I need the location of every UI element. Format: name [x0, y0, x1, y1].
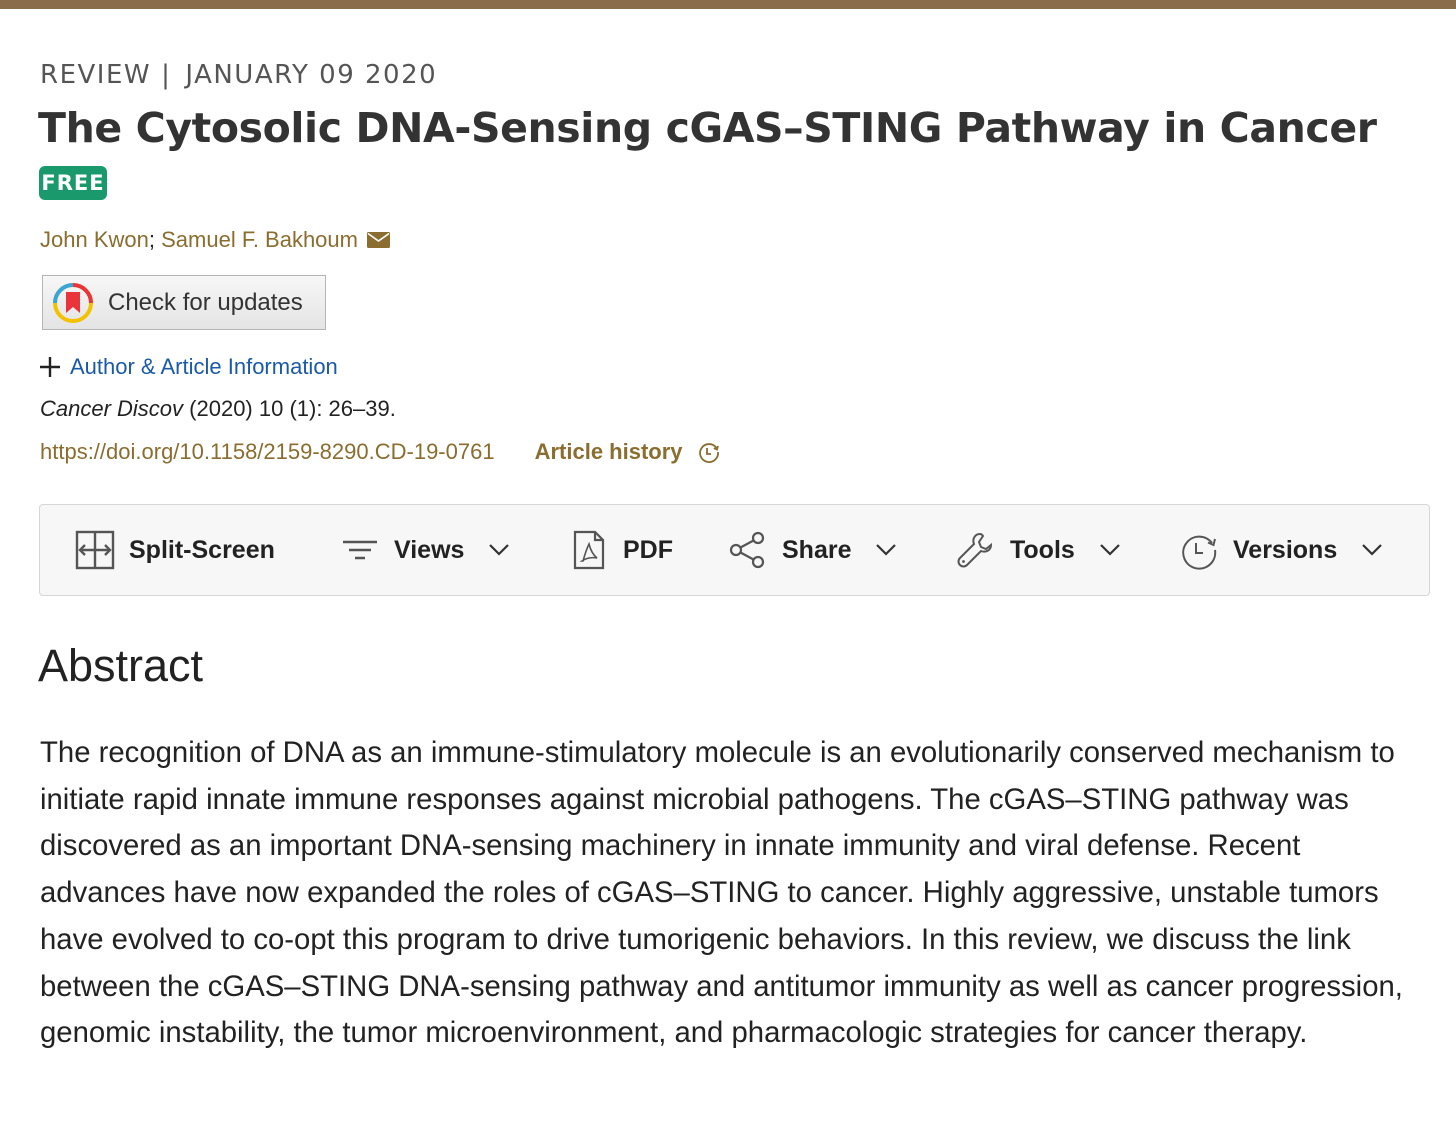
wrench-icon — [956, 530, 996, 570]
journal-name: Cancer Discov — [40, 396, 184, 421]
check-for-updates-label: Check for updates — [108, 288, 303, 316]
author-link[interactable]: John Kwon — [40, 227, 149, 252]
pdf-label: PDF — [623, 535, 673, 564]
author-article-info-toggle[interactable] — [38, 354, 338, 380]
citation-details: (2020) 10 (1): 26–39. — [183, 396, 396, 421]
share-label: Share — [782, 535, 852, 564]
share-icon — [728, 530, 768, 570]
article-meta — [40, 60, 437, 90]
abstract-heading: Abstract — [38, 640, 204, 691]
chevron-down-icon — [488, 543, 510, 557]
crossmark-icon — [53, 283, 93, 323]
split-screen-button[interactable] — [75, 505, 275, 595]
history-clock-icon — [1179, 530, 1219, 570]
article-date: JANUARY 09 2020 — [185, 60, 438, 90]
author-separator: ; — [148, 227, 155, 252]
author-list — [40, 227, 390, 253]
article-toolbar — [39, 504, 1430, 596]
views-label: Views — [394, 535, 465, 564]
tools-label: Tools — [1010, 535, 1075, 564]
check-for-updates-button[interactable] — [42, 275, 326, 330]
chevron-down-icon — [1099, 543, 1121, 557]
plus-icon — [38, 355, 62, 379]
split-screen-label: Split-Screen — [129, 535, 275, 564]
versions-label: Versions — [1233, 535, 1338, 564]
top-accent-bar — [0, 0, 1456, 9]
split-screen-icon — [75, 530, 115, 570]
tools-dropdown[interactable] — [956, 505, 1121, 595]
chevron-down-icon — [1361, 543, 1383, 557]
abstract-body: The recognition of DNA as an immune-stimulatory molecule is an evolutionarily conserved mechanism to initiate rapid innate immune responses against microbial pathogens. The cGAS–STING pathway was discovered as an important DNA-sensing machinery in innate immunity and viral defense. Recent advances have now expanded the roles of cGAS–STING to cancer. Highly aggressive, unstable tumors have evolved to co-opt this program to drive tumorigenic behaviors. In this review, we discuss the link between the cGAS–STING DNA-sensing pathway and antitumor immunity as well as cancer progression, genomic instability, the tumor microenvironment, and pharmacologic strategies for cancer therapy. — [40, 736, 1403, 1050]
doi-row — [40, 439, 721, 465]
pdf-file-icon — [569, 530, 609, 570]
envelope-icon[interactable] — [367, 232, 390, 248]
free-badge: FREE — [39, 166, 107, 200]
article-title: The Cytosolic DNA-Sensing cGAS–STING Pathway in Cancer — [38, 104, 1377, 152]
article-type: REVIEW — [40, 60, 152, 90]
share-dropdown[interactable] — [728, 505, 897, 595]
views-dropdown[interactable] — [340, 505, 510, 595]
author-link[interactable]: Samuel F. Bakhoum — [161, 227, 358, 252]
meta-separator: | — [161, 60, 172, 90]
doi-link[interactable]: https://doi.org/10.1158/2159-8290.CD-19-0761 — [40, 439, 495, 464]
chevron-down-icon — [875, 543, 897, 557]
pdf-button[interactable] — [569, 505, 673, 595]
article-history-link[interactable]: Article history — [534, 439, 683, 464]
filter-lines-icon — [340, 530, 380, 570]
history-clock-icon[interactable] — [697, 440, 721, 464]
author-article-info-link[interactable]: Author & Article Information — [70, 354, 338, 379]
versions-dropdown[interactable] — [1179, 505, 1383, 595]
citation — [40, 396, 396, 422]
